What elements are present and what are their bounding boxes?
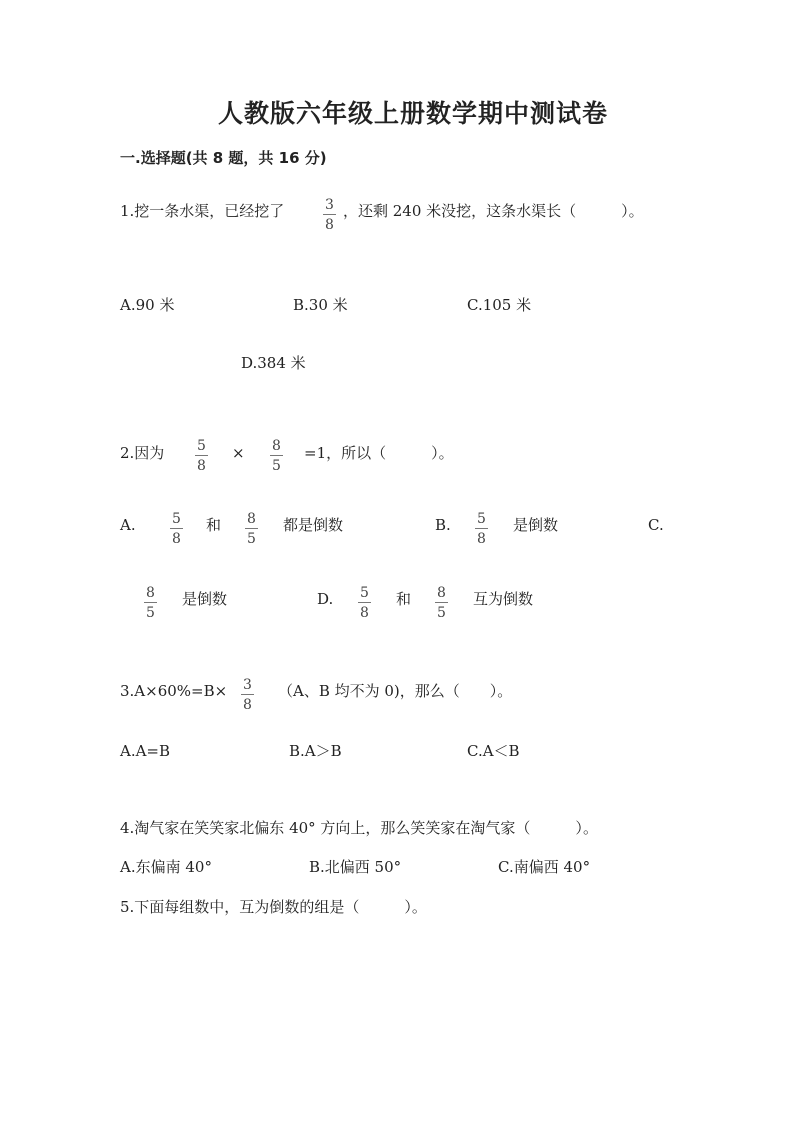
question-1-option-d[interactable]: D.384 米 xyxy=(241,354,306,372)
option-d-fraction-1 xyxy=(358,586,371,620)
question-1-option-b[interactable]: B.30 米 xyxy=(293,296,348,314)
fraction-numerator: 5 xyxy=(172,511,181,527)
option-b-text: 是倒数 xyxy=(513,516,559,534)
question-2-option-c-label[interactable]: C. xyxy=(648,516,664,534)
fraction-numerator: 8 xyxy=(247,511,256,527)
fraction-denominator: 8 xyxy=(325,217,334,233)
question-3-option-c[interactable]: C.A＜B xyxy=(467,742,520,760)
question-4-option-b[interactable]: B.北偏西 50° xyxy=(309,858,402,876)
question-1-prefix: 1.挖一条水渠，已经挖了 xyxy=(120,202,285,220)
fraction-numerator: 5 xyxy=(360,585,369,601)
fraction-denominator: 8 xyxy=(197,458,206,474)
question-2-fraction-2 xyxy=(270,439,283,473)
question-1-fraction xyxy=(323,198,336,232)
question-2-option-b-label[interactable]: B. xyxy=(435,516,451,534)
fraction-denominator: 5 xyxy=(146,605,155,621)
question-3-option-a[interactable]: A.A=B xyxy=(120,742,171,760)
option-d-fraction-2 xyxy=(435,586,448,620)
option-a-fraction-2 xyxy=(245,512,258,546)
question-1-option-a[interactable]: A.90 米 xyxy=(120,296,175,314)
question-3-suffix: （A、B 均不为 0)，那么（ ）。 xyxy=(278,682,513,700)
times-symbol: × xyxy=(232,444,245,462)
option-a-he: 和 xyxy=(206,516,222,534)
fraction-denominator: 5 xyxy=(437,605,446,621)
question-4-option-c[interactable]: C.南偏西 40° xyxy=(498,858,591,876)
section-heading: 一.选择题(共 8 题，共 16 分) xyxy=(120,149,327,167)
question-2-fraction-1 xyxy=(195,439,208,473)
option-d-he: 和 xyxy=(396,590,412,608)
question-1-option-c[interactable]: C.105 米 xyxy=(467,296,532,314)
option-a-fraction-1 xyxy=(170,512,183,546)
fraction-numerator: 5 xyxy=(477,511,486,527)
page-title: 人教版六年级上册数学期中测试卷 xyxy=(218,99,609,128)
option-d-text: 互为倒数 xyxy=(473,590,534,608)
question-3-prefix: 3.A×60%=B× xyxy=(120,682,228,700)
question-2-suffix: =1，所以（ ）。 xyxy=(304,444,454,462)
fraction-denominator: 8 xyxy=(243,697,252,713)
fraction-numerator: 8 xyxy=(437,585,446,601)
question-3-option-b[interactable]: B.A＞B xyxy=(289,742,342,760)
question-2-option-d-label[interactable]: D. xyxy=(317,590,334,608)
question-4-text: 4.淘气家在笑笑家北偏东 40° 方向上，那么笑笑家在淘气家（ ）。 xyxy=(120,819,598,837)
fraction-numerator: 5 xyxy=(197,438,206,454)
option-c-fraction xyxy=(144,586,157,620)
question-1-suffix: ，还剩 240 米没挖，这条水渠长（ ）。 xyxy=(343,202,644,220)
fraction-numerator: 8 xyxy=(146,585,155,601)
fraction-numerator: 3 xyxy=(243,677,252,693)
question-3-fraction xyxy=(241,678,254,712)
fraction-denominator: 5 xyxy=(272,458,281,474)
fraction-numerator: 3 xyxy=(325,197,334,213)
fraction-denominator: 5 xyxy=(247,531,256,547)
question-4-option-a[interactable]: A.东偏南 40° xyxy=(120,858,212,876)
option-a-text: 都是倒数 xyxy=(283,516,344,534)
fraction-numerator: 8 xyxy=(272,438,281,454)
question-2-option-a-label[interactable]: A. xyxy=(120,516,136,534)
question-2-prefix: 2.因为 xyxy=(120,444,165,462)
fraction-denominator: 8 xyxy=(360,605,369,621)
question-5-text: 5.下面每组数中，互为倒数的组是（ ）。 xyxy=(120,898,427,916)
fraction-denominator: 8 xyxy=(477,531,486,547)
option-b-fraction xyxy=(475,512,488,546)
fraction-denominator: 8 xyxy=(172,531,181,547)
option-c-text: 是倒数 xyxy=(182,590,228,608)
